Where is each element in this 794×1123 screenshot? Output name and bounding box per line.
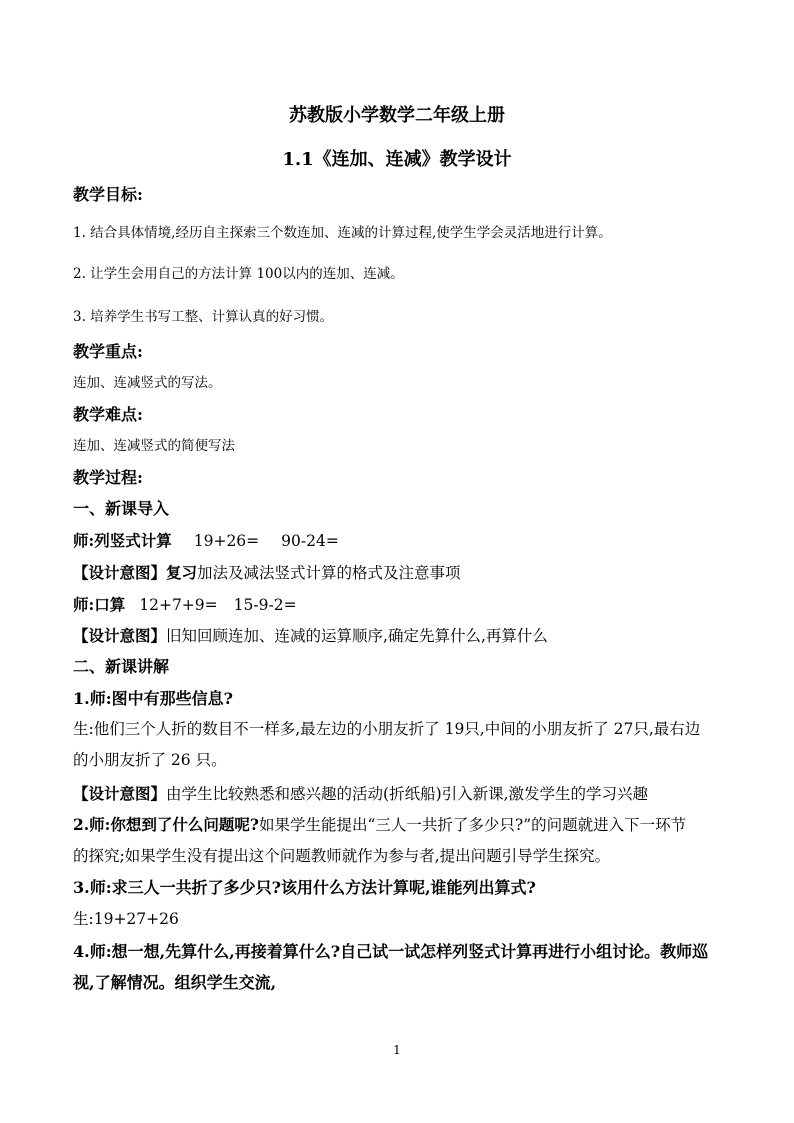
- teacher-line-1: [73, 533, 339, 550]
- goal-2: 2. 让学生会用自己的方法计算 100以内的连加、连减。: [73, 266, 404, 282]
- teacher1-label: 师:列竖式计算: [73, 531, 172, 550]
- goal-1: 1. 结合具体情境,经历自主探索三个数连加、连减的计算过程,使学生学会灵活地进行计算。: [73, 225, 612, 241]
- difficulty-text: 连加、连减竖式的简便写法: [73, 438, 235, 454]
- goal-3: 3. 培养学生书写工整、计算认真的好习惯。: [73, 309, 334, 325]
- intent1-bold: 复习: [166, 563, 198, 582]
- document-subtitle: 1.1《连加、连减》教学设计: [282, 149, 512, 170]
- question-2-line-2: 的探究;如果学生没有提出这个问题教师就作为参与者,提出问题引导学生探究。: [73, 847, 611, 865]
- question-4-line-1: 4.师:想一想,先算什么,再接着算什么?自己试一试怎样列竖式计算再进行小组讨论。教师巡: [73, 942, 709, 961]
- intent2-text: 旧知回顾连加、连减的运算顺序,确定先算什么,再算什么: [166, 627, 548, 645]
- part1-heading: 一、新课导入: [73, 499, 170, 518]
- teacher2-label: 师:口算: [73, 595, 126, 614]
- intent-line-1: [73, 565, 461, 582]
- teacher1-q1: 19+26=: [193, 532, 260, 550]
- process-heading: 教学过程:: [73, 468, 143, 487]
- teacher2-q2: 15-9-2=: [233, 596, 297, 614]
- question-2-bold: 2.师:你想到了什么问题呢?: [73, 815, 259, 834]
- intent3-text: 由学生比较熟悉和感兴趣的活动(折纸船)引入新课,激发学生的学习兴趣: [166, 785, 649, 803]
- question-4-line-2: 视,了解情况。组织学生交流,: [73, 973, 277, 992]
- teacher1-q2: 90-24=: [281, 532, 339, 550]
- intent2-label: 【设计意图】: [73, 626, 167, 645]
- teacher-line-2: [73, 597, 297, 614]
- answer-1-line-2: 的小朋友折了 26 只。: [73, 751, 227, 769]
- page-number: 1: [393, 1043, 401, 1057]
- focus-text: 连加、连减竖式的写法。: [73, 375, 222, 391]
- question-2-text: 如果学生能提出“三人一共折了多少只?”的问题就进入下一环节: [259, 816, 687, 834]
- intent-line-3: [73, 786, 648, 803]
- focus-heading: 教学重点:: [73, 342, 143, 361]
- answer-1-line-1: 生:他们三个人折的数目不一样多,最左边的小朋友折了 19只,中间的小朋友折了 27只,最右边: [73, 720, 701, 738]
- part2-heading: 二、新课讲解: [73, 657, 170, 676]
- teacher2-q1: 12+7+9=: [139, 596, 218, 614]
- goals-heading: 教学目标:: [73, 185, 143, 204]
- question-3: 3.师:求三人一共折了多少只?该用什么方法计算呢,谁能列出算式?: [73, 878, 536, 897]
- difficulty-heading: 教学难点:: [73, 405, 143, 424]
- answer-3: 生:19+27+26: [73, 910, 179, 928]
- document-title: 苏教版小学数学二年级上册: [289, 105, 505, 126]
- intent-line-2: [73, 628, 548, 645]
- question-1: 1.师:图中有那些信息?: [73, 689, 233, 708]
- intent1-text: 加法及减法竖式计算的格式及注意事项: [197, 564, 461, 582]
- question-2-line-1: [73, 817, 686, 834]
- intent1-label: 【设计意图】: [73, 563, 167, 582]
- intent3-label: 【设计意图】: [73, 784, 167, 803]
